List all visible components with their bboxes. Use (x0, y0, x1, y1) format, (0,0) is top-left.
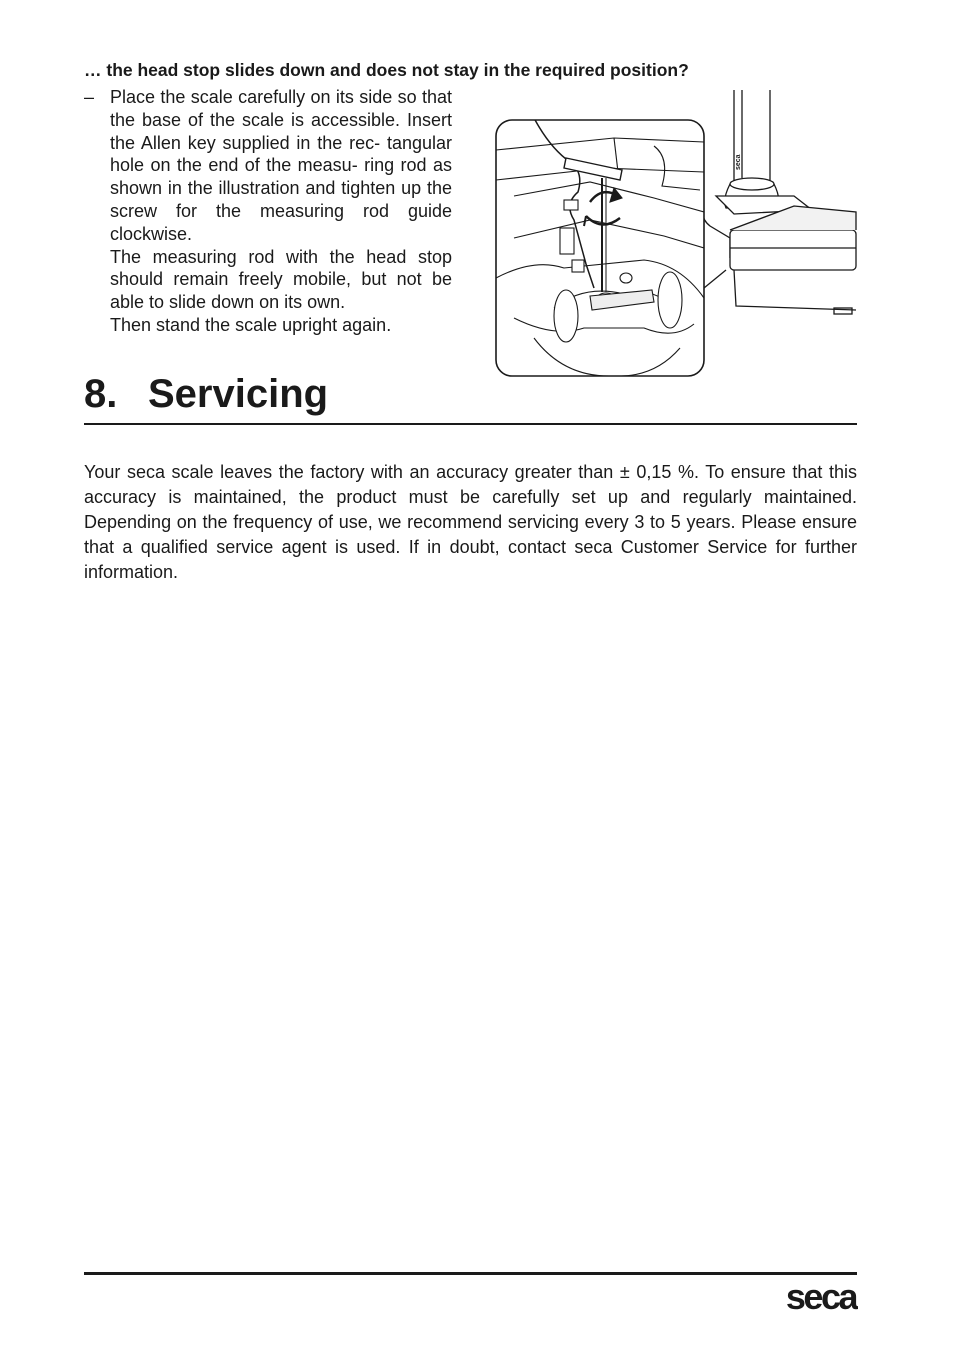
section-heading (84, 368, 857, 420)
heading-rule (84, 423, 857, 425)
step-line-3: Then stand the scale upright again. (110, 314, 392, 335)
section-number: 8. (84, 372, 118, 416)
step-bullet: – (84, 87, 95, 107)
step-line-1: Place the scale carefully on its side so that the base of the scale is accessible. Insert the Allen key supplied in the rec- tangular hole on the end of the measu- ring rod as shown in the illustration and tighten up the screw for the measuring rod guide clockwise. (110, 87, 452, 244)
section-title: Servicing (148, 372, 329, 416)
question-heading: … the head stop slides down and does not stay in the required position? (84, 60, 689, 80)
footer-rule (84, 1272, 857, 1275)
seca-logo (772, 1277, 858, 1317)
scale-illustration (494, 88, 858, 380)
rod-label: seca (735, 154, 742, 170)
instruction-step (84, 86, 452, 337)
step-line-2: The measuring rod with the head stop should remain freely mobile, but not be able to slide down on its own. (110, 246, 452, 313)
servicing-paragraph: Your seca scale leaves the factory with an accuracy greater than ± 0,15 %. To ensure that this accuracy is maintained, the product must be carefully set up and regularly maintained. Depending on the frequency of use, we recommend servicing every 3 to 5 years. Please ensure that a qualified service agent is used. If in doubt, contact seca Customer Service for further information. (84, 462, 857, 582)
step-body (110, 86, 452, 337)
logo-text: seca (785, 1277, 856, 1317)
